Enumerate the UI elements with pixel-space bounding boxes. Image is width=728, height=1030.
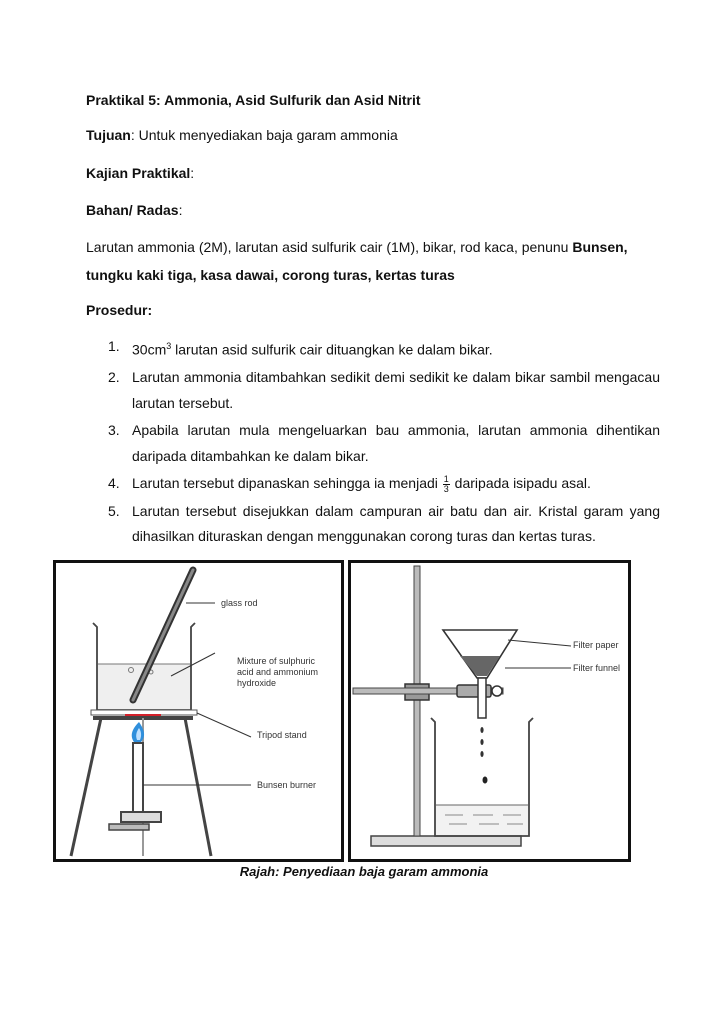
- practical-study-label: Kajian Praktikal: [86, 165, 191, 181]
- procedure-list: [108, 334, 660, 552]
- practical-study-heading: [86, 165, 194, 181]
- filtrate-drop: [480, 751, 483, 757]
- clamp-screw: [492, 686, 502, 696]
- mixture-label-line-3: hydroxide: [237, 678, 277, 688]
- step-text: Apabila larutan mula mengeluarkan bau ammonia, larutan ammonia dihentikan daripada ditambahkan ke dalam bikar.: [132, 422, 660, 464]
- step-text: Larutan ammonia ditambahkan sedikit demi sedikit ke dalam bikar sambil mengacau larutan tersebut.: [132, 369, 660, 411]
- procedure-step: [108, 334, 660, 363]
- procedure-step: [108, 499, 660, 550]
- step-text: 30cm: [132, 341, 167, 358]
- step-text: Larutan tersebut disejukkan dalam campuran air batu dan air. Kristal garam yang dihasilkan dituraskan dengan menggunakan corong turas dan kertas turas.: [132, 502, 660, 545]
- filtrate-liquid: [436, 805, 528, 835]
- procedure-heading: Prosedur:: [86, 302, 153, 318]
- materials-bold-2: tungku kaki tiga, kasa dawai, corong turas, kertas turas: [86, 267, 455, 283]
- materials-colon: :: [178, 202, 183, 218]
- burner-foot: [109, 824, 149, 830]
- apparatus-figure: [53, 560, 631, 862]
- fraction-denominator: 3: [443, 483, 449, 494]
- funnel-stem: [478, 678, 486, 718]
- page-title: Praktikal 5: Ammonia, Asid Sulfurik dan Asid Nitrit: [86, 92, 421, 108]
- step-number: 2.: [108, 369, 120, 386]
- bunsen-label: Bunsen burner: [257, 780, 317, 790]
- objective-line: [86, 127, 398, 143]
- burner-base: [121, 812, 161, 822]
- objective-text: : Untuk menyediakan baja garam ammonia: [130, 127, 398, 143]
- step-number: 3.: [108, 422, 120, 439]
- filtrate-drop: [483, 777, 488, 784]
- materials-text: Larutan ammonia (2M), larutan asid sulfurik cair (1M), bikar, rod kaca, penunu: [86, 239, 573, 255]
- one-third-fraction: [443, 475, 450, 494]
- filter-paper-label: Filter paper: [573, 640, 619, 650]
- procedure-step: [108, 418, 660, 469]
- step-number: 1.: [108, 338, 120, 354]
- step-text: larutan asid sulfurik cair dituangkan ke dalam bikar.: [171, 341, 493, 358]
- tripod-label: Tripod stand: [257, 730, 307, 740]
- bunsen-burner-icon: [133, 743, 143, 815]
- materials-heading: [86, 202, 182, 218]
- step-text: Larutan tersebut dipanaskan sehingga ia menjadi: [132, 475, 442, 492]
- filtrate-drop: [480, 727, 483, 733]
- practical-study-colon: :: [190, 165, 195, 181]
- procedure-step: [108, 471, 660, 497]
- materials-bold-1: Bunsen,: [572, 239, 628, 255]
- step-text: daripada isipadu asal.: [450, 475, 591, 492]
- materials-paragraph: [86, 233, 660, 289]
- step-superscript: 3: [166, 341, 172, 351]
- glass-rod-label: glass rod: [221, 598, 258, 608]
- mixture-label-line-2: acid and ammonium: [237, 667, 319, 677]
- step-number: 5.: [108, 502, 120, 519]
- fraction-numerator: 1: [443, 473, 449, 484]
- step-number: 4.: [108, 475, 120, 492]
- filtrate-drop: [480, 739, 483, 745]
- mixture-label-line-1: Mixture of sulphuric: [237, 656, 316, 666]
- retort-stand-rod: [414, 566, 420, 836]
- retort-base: [371, 836, 521, 846]
- figure-caption: Rajah: Penyediaan baja garam ammonia: [239, 864, 489, 879]
- materials-label: Bahan/ Radas: [86, 202, 179, 218]
- procedure-step: [108, 365, 660, 416]
- filter-funnel-label: Filter funnel: [573, 663, 621, 673]
- objective-label: Tujuan: [86, 127, 131, 143]
